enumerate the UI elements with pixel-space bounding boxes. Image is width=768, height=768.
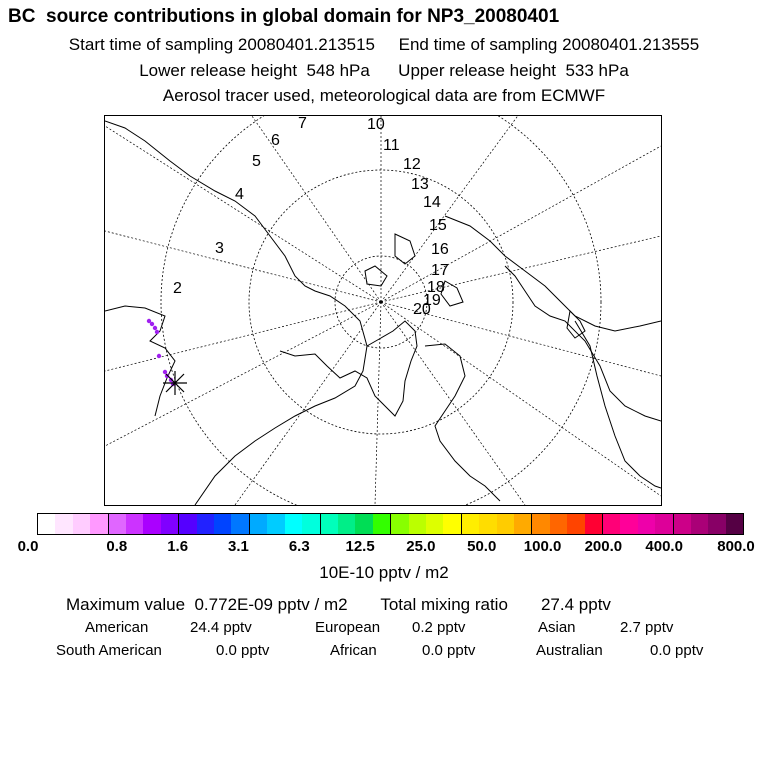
colorbar-tick-label: 1.6 bbox=[167, 538, 189, 555]
colorbar-segment bbox=[231, 514, 249, 534]
day-label-5: 5 bbox=[252, 153, 261, 170]
colorbar-segment bbox=[55, 514, 72, 534]
tracer-info: Aerosol tracer used, meteorological data are from ECMWF bbox=[162, 86, 606, 105]
colorbar-segment bbox=[285, 514, 302, 534]
day-label-16: 16 bbox=[431, 241, 449, 258]
day-label-14: 14 bbox=[423, 194, 441, 211]
colorbar-tick-label: 0.0 bbox=[17, 538, 39, 555]
upper-release-height: Upper release height 533 hPa bbox=[398, 61, 629, 80]
meridian bbox=[381, 146, 661, 302]
plume-dot bbox=[155, 330, 159, 334]
colorbar-segment bbox=[479, 514, 496, 534]
colorbar-segment bbox=[585, 514, 603, 534]
colorbar-tick-label: 100.0 bbox=[523, 538, 562, 555]
colorbar-segment bbox=[143, 514, 160, 534]
colorbar-segment bbox=[126, 514, 143, 534]
meridian bbox=[105, 126, 381, 302]
plume-dot bbox=[163, 370, 167, 374]
colorbar-tick-label: 200.0 bbox=[584, 538, 623, 555]
total-mixing-value: 27.4 pptv bbox=[540, 595, 611, 614]
coastline-asia bbox=[445, 216, 661, 331]
colorbar-segment bbox=[73, 514, 90, 534]
polar-map bbox=[104, 115, 662, 506]
source-region-label: American bbox=[85, 619, 149, 636]
source-region-value: 2.7 pptv bbox=[620, 619, 674, 636]
colorbar-segment bbox=[302, 514, 320, 534]
map-canvas bbox=[105, 116, 661, 505]
stats-summary bbox=[66, 595, 611, 615]
colorbar-segment bbox=[109, 514, 126, 534]
day-labels bbox=[173, 116, 449, 318]
colorbar-segment bbox=[462, 514, 479, 534]
colorbar-segment bbox=[38, 514, 55, 534]
plume-dot bbox=[157, 354, 161, 358]
day-label-4: 4 bbox=[235, 186, 244, 203]
coastline-americas bbox=[105, 121, 367, 505]
source-region-label: Asian bbox=[538, 619, 576, 636]
day-label-10: 10 bbox=[367, 116, 385, 133]
day-label-17: 17 bbox=[431, 262, 449, 279]
colorbar-segment bbox=[426, 514, 443, 534]
colorbar-segment bbox=[567, 514, 584, 534]
colorbar bbox=[37, 513, 744, 535]
day-label-7: 7 bbox=[298, 116, 307, 132]
start-time: Start time of sampling 20080401.213515 bbox=[68, 35, 376, 54]
source-region-label: Australian bbox=[536, 642, 603, 659]
meridian bbox=[235, 302, 381, 505]
colorbar-segment bbox=[708, 514, 725, 534]
plot-title: BC source contributions in global domain for NP3_20080401 bbox=[8, 6, 560, 27]
coastline-west bbox=[105, 306, 175, 416]
colorbar-segment bbox=[638, 514, 655, 534]
colorbar-segment bbox=[355, 514, 372, 534]
colorbar-segment bbox=[550, 514, 567, 534]
colorbar-segment bbox=[514, 514, 532, 534]
day-label-18: 18 bbox=[427, 279, 445, 296]
source-region-value: 0.0 pptv bbox=[216, 642, 270, 659]
day-label-3: 3 bbox=[215, 240, 224, 257]
source-region-label: South American bbox=[56, 642, 162, 659]
source-region-value: 0.0 pptv bbox=[650, 642, 704, 659]
source-region-value: 24.4 pptv bbox=[190, 619, 252, 636]
day-label-15: 15 bbox=[429, 217, 447, 234]
colorbar-segment bbox=[373, 514, 391, 534]
source-region-value: 0.0 pptv bbox=[422, 642, 476, 659]
day-label-13: 13 bbox=[411, 176, 429, 193]
colorbar-segment bbox=[443, 514, 461, 534]
colorbar-segment bbox=[726, 514, 743, 534]
end-time: End time of sampling 20080401.213555 bbox=[398, 35, 700, 54]
meridian bbox=[381, 116, 525, 302]
day-label-12: 12 bbox=[403, 156, 421, 173]
source-region-label: European bbox=[315, 619, 381, 636]
colorbar-segment bbox=[338, 514, 355, 534]
plume-dot bbox=[150, 322, 154, 326]
colorbar-segment bbox=[179, 514, 196, 534]
colorbar-segment bbox=[267, 514, 284, 534]
colorbar-tick-label: 50.0 bbox=[467, 538, 497, 555]
colorbar-tick-label: 3.1 bbox=[228, 538, 249, 555]
meridian bbox=[381, 302, 661, 496]
colorbar-units: 10E-10 pptv / m2 bbox=[319, 563, 449, 582]
coastlines bbox=[105, 121, 661, 505]
day-label-6: 6 bbox=[271, 132, 280, 149]
day-label-19: 19 bbox=[423, 292, 441, 309]
coastline-greenland bbox=[280, 321, 417, 416]
colorbar-segment bbox=[90, 514, 108, 534]
colorbar-segment bbox=[409, 514, 426, 534]
colorbar-tick-label: 400.0 bbox=[645, 538, 683, 555]
sampling-times bbox=[0, 35, 768, 55]
meridian bbox=[381, 302, 525, 505]
meridian bbox=[105, 302, 381, 446]
coastline-island bbox=[365, 266, 387, 286]
colorbar-segment bbox=[197, 514, 214, 534]
colorbar-segment bbox=[532, 514, 549, 534]
colorbar-segment bbox=[655, 514, 673, 534]
colorbar-segment bbox=[497, 514, 514, 534]
plume-dot bbox=[153, 326, 157, 330]
colorbar-ticks bbox=[0, 538, 768, 558]
source-region-value: 0.2 pptv bbox=[412, 619, 466, 636]
colorbar-segment bbox=[620, 514, 637, 534]
colorbar-segment bbox=[603, 514, 620, 534]
colorbar-segment bbox=[691, 514, 708, 534]
max-value: Maximum value 0.772E-09 pptv / m2 bbox=[66, 595, 348, 614]
colorbar-tick-label: 12.5 bbox=[345, 538, 375, 555]
colorbar-tick-label: 800.0 bbox=[717, 538, 755, 555]
release-heights bbox=[0, 61, 768, 81]
star-marker bbox=[163, 371, 187, 395]
coastline-europe bbox=[425, 344, 500, 501]
meridian bbox=[375, 302, 381, 505]
lower-release-height: Lower release height 548 hPa bbox=[139, 61, 370, 80]
day-label-11: 11 bbox=[383, 137, 400, 154]
colorbar-segment bbox=[161, 514, 179, 534]
colorbar-segment bbox=[250, 514, 267, 534]
colorbar-tick-label: 0.8 bbox=[106, 538, 128, 555]
meridian bbox=[105, 231, 381, 302]
colorbar-tick-label: 25.0 bbox=[406, 538, 436, 555]
meridian bbox=[245, 116, 381, 302]
source-region-label: African bbox=[330, 642, 377, 659]
day-label-20: 20 bbox=[413, 301, 431, 318]
colorbar-segment bbox=[391, 514, 408, 534]
colorbar-segment bbox=[674, 514, 691, 534]
colorbar-tick-label: 6.3 bbox=[288, 538, 310, 555]
coastline-asia-south bbox=[505, 266, 661, 421]
day-label-2: 2 bbox=[173, 280, 182, 297]
colorbar-segment bbox=[214, 514, 231, 534]
colorbar-segment bbox=[321, 514, 338, 534]
total-mixing-label: Total mixing ratio bbox=[380, 595, 508, 614]
meridian bbox=[105, 302, 381, 371]
